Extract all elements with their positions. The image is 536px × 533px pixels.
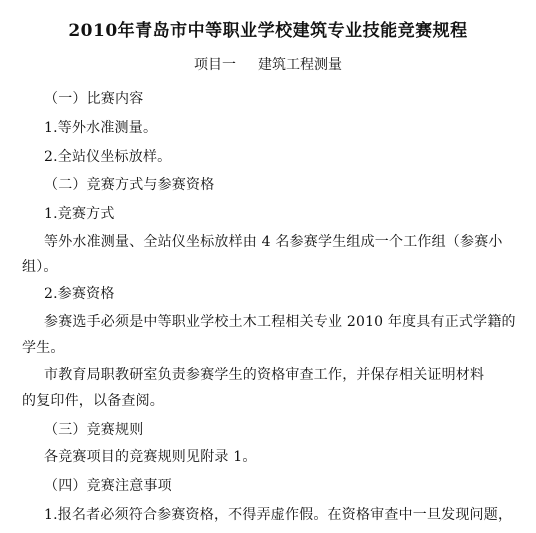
section2-sub2-paragraph2-line-1: 市教育局职教研室负责参赛学生的资格审查工作，并保存相关证明材料	[44, 367, 485, 383]
section2-sub2-paragraph2-line-2: 的复印件，以备查阅。	[22, 393, 164, 409]
section2-sub2-paragraph1-line-1: 参赛选手必须是中等职业学校土木工程相关专业 2010 年度具有正式学籍的	[44, 314, 516, 330]
section2-subheading-1: 1.竞赛方式	[44, 206, 115, 222]
section3-paragraph: 各竞赛项目的竞赛规则见附录 1。	[44, 449, 257, 465]
subtitle-item-number: 项目一	[194, 57, 236, 73]
section4-item-1: 1.报名者必须符合参赛资格，不得弄虚作假。在资格审查中一旦发现问题，	[44, 507, 513, 523]
subtitle-item-name: 建筑工程测量	[258, 57, 342, 73]
project-subtitle	[0, 56, 536, 74]
section1-item-2: 2.全站仪坐标放样。	[44, 149, 172, 165]
section-heading-3: （三）竞赛规则	[44, 422, 144, 438]
document-title: 2010年青岛市中等职业学校建筑专业技能竞赛规程	[68, 21, 468, 41]
section1-item-1: 1.等外水准测量。	[44, 120, 158, 136]
section2-subheading-2: 2.参赛资格	[44, 286, 115, 302]
section-heading-4: （四）竞赛注意事项	[44, 478, 172, 494]
section2-sub1-paragraph-line-1: 等外水准测量、全站仪坐标放样由 4 名参赛学生组成一个工作组（参赛小	[44, 234, 503, 250]
section2-sub2-paragraph1-line-2: 学生。	[22, 340, 65, 356]
section2-sub1-paragraph-line-2: 组）。	[22, 259, 58, 275]
section-heading-1: （一）比赛内容	[44, 91, 144, 107]
section-heading-2: （二）竞赛方式与参赛资格	[44, 177, 215, 193]
